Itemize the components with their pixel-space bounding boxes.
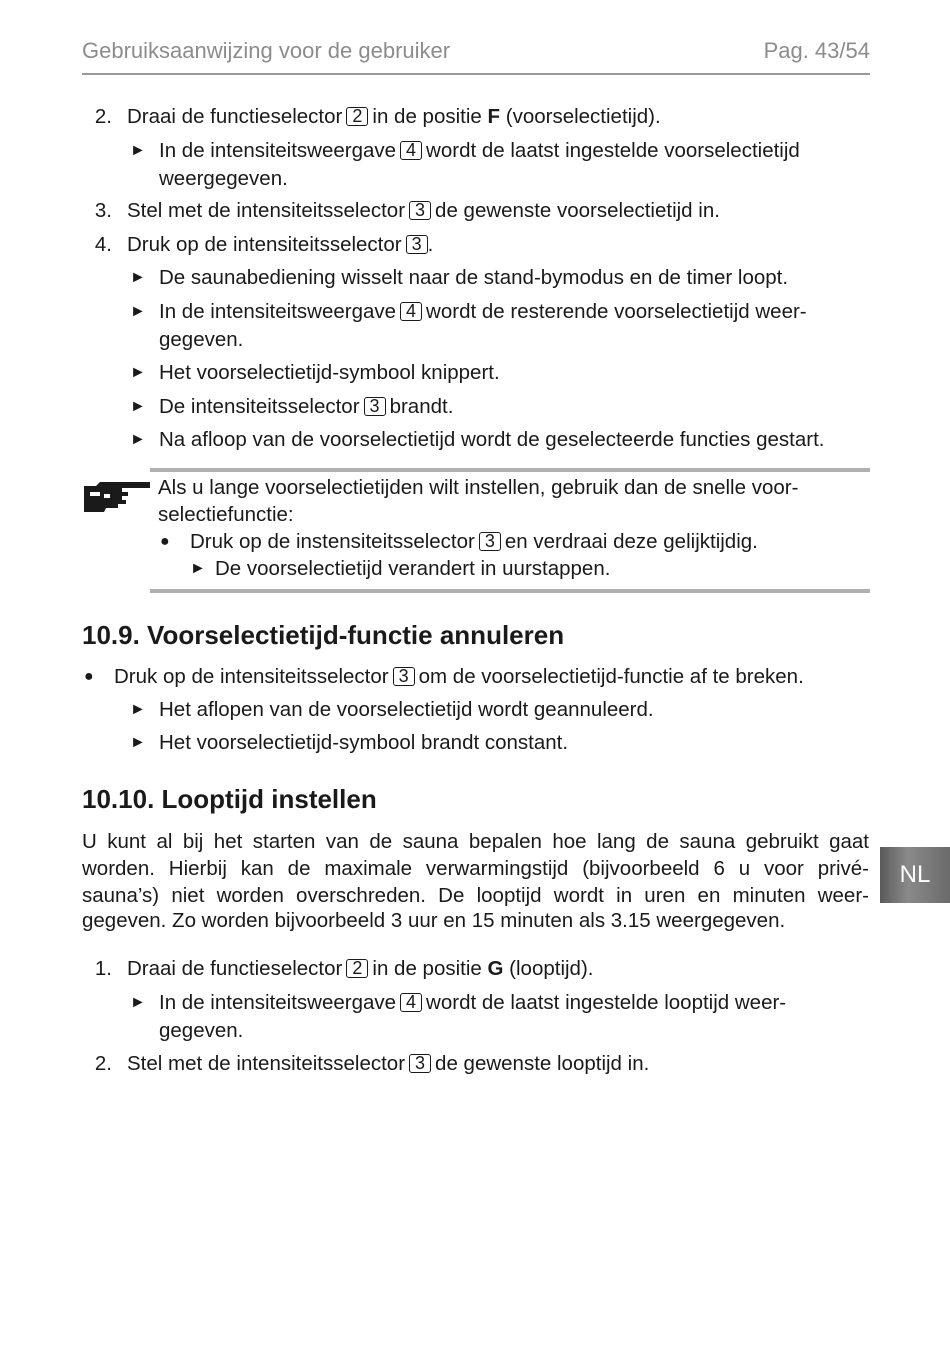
bullet-text: Druk op de intensiteitsselector 3 om de voorselectietijd-functie af te breken. [114,665,804,688]
result-arrow-icon: ► [130,431,146,448]
note-top-rule [150,468,870,472]
document-title: Gebruiksaanwijzing voor de gebruiker [82,38,451,63]
display-label-box: 4 [400,302,422,321]
result-text-cont: gegeven. [159,328,244,351]
section-heading: 10.10. Looptijd instellen [82,784,377,814]
result-text-cont: weergegeven. [159,167,288,190]
result-text: In de intensiteitsweergave 4 wordt de laatst ingestelde looptijd weer- [159,991,787,1014]
result-text: Het voorselectietijd-symbool knippert. [159,361,500,384]
display-label-box: 4 [400,141,422,160]
header-divider [82,73,870,75]
paragraph-line: worden. Hierbij kan de maximale verwarmingstijd (bijvoorbeeld 6 u voor privé- [82,857,869,880]
result-text-cont: gegeven. [159,1019,244,1042]
result-text: Het voorselectietijd-symbool brandt constant. [159,731,569,754]
result-arrow-icon: ► [130,142,146,159]
paragraph-line: gegeven. Zo worden bijvoorbeeld 3 uur en 15 minuten als 3.15 weergegeven. [82,909,786,932]
page-header [82,38,870,68]
note-text-cont: selectiefunctie: [158,503,294,526]
result-arrow-icon: ► [130,364,146,381]
step-text: Druk op de intensiteitsselector 3 . [127,233,434,256]
selector-label-box: 3 [409,201,431,220]
paragraph-line: U kunt al bij het starten van de sauna bepalen hoe lang de sauna gebruikt gaat [82,830,869,853]
result-arrow-icon: ► [130,398,146,415]
selector-label-box: 3 [393,667,415,686]
result-text: De saunabediening wisselt naar de stand-bymodus en de timer loopt. [159,266,789,289]
result-text: Het aflopen van de voorselectietijd wordt geannuleerd. [159,698,654,721]
pointing-hand-icon [82,478,152,514]
bullet-icon: ● [84,668,94,685]
result-arrow-icon: ► [190,560,206,577]
paragraph-line: sauna’s) niet worden overschreden. De looptijd wordt in uren en minuten weer- [82,884,869,907]
section-heading: 10.9. Voorselectietijd-functie annuleren [82,620,565,650]
result-arrow-icon: ► [130,269,146,286]
result-arrow-icon: ► [130,303,146,320]
step-number: 2. [94,105,112,128]
note-bullet-text: Druk op de instensiteitsselector 3 en verdraai deze gelijktijdig. [190,530,758,553]
step-number: 2. [94,1052,112,1075]
language-tab: NL [880,847,950,903]
selector-label-box: 3 [479,532,501,551]
result-text: De intensiteitsselector 3 brandt. [159,395,454,418]
note-bottom-rule [150,589,870,593]
result-text: In de intensiteitsweergave 4 wordt de resterende voorselectietijd weer- [159,300,807,323]
selector-label-box: 2 [346,107,368,126]
bullet-icon: ● [160,533,170,550]
selector-label-box: 3 [364,397,386,416]
display-label-box: 4 [400,993,422,1012]
result-arrow-icon: ► [130,701,146,718]
page-number: Pag. 43/54 [763,38,870,63]
step-text: Stel met de intensiteitsselector 3 de gewenste looptijd in. [127,1052,650,1075]
note-text: Als u lange voorselectietijden wilt instellen, gebruik dan de snelle voor- [158,476,799,499]
selector-label-box: 3 [406,235,428,254]
result-text: Na afloop van de voorselectietijd wordt de geselecteerde functies gestart. [159,428,825,451]
result-arrow-icon: ► [130,734,146,751]
step-number: 3. [94,199,112,222]
result-arrow-icon: ► [130,994,146,1011]
step-number: 1. [94,957,112,980]
step-text: Draai de functieselector 2 in de positie G (looptijd). [127,957,594,980]
step-text: Draai de functieselector 2 in de positie F (voorselectietijd). [127,105,661,128]
step-number: 4. [94,233,112,256]
selector-label-box: 2 [346,959,368,978]
result-text: In de intensiteitsweergave 4 wordt de laatst ingestelde voorselectietijd [159,139,800,162]
note-result-text: De voorselectietijd verandert in uurstappen. [215,557,611,580]
selector-label-box: 3 [409,1054,431,1073]
step-text: Stel met de intensiteitsselector 3 de gewenste voorselectietijd in. [127,199,720,222]
